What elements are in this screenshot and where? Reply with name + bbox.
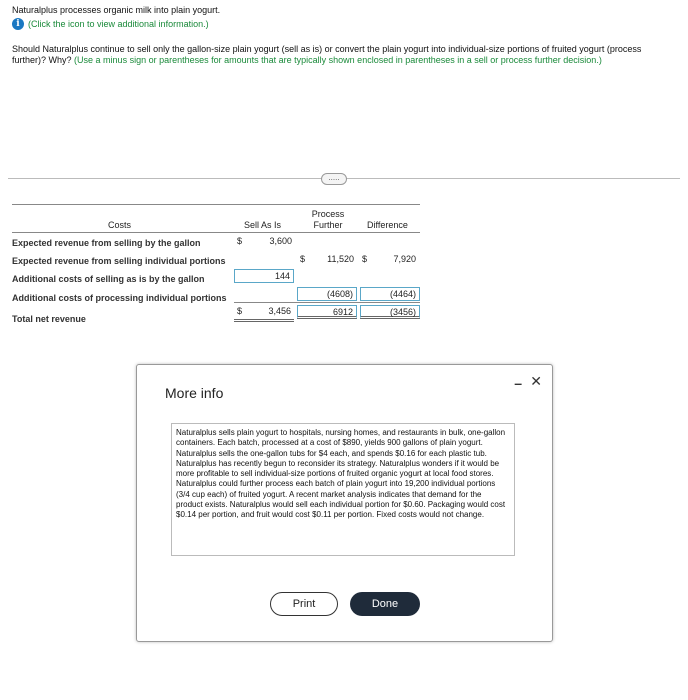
currency-symbol: $ — [300, 254, 306, 264]
diff-total-input[interactable]: (3456) — [360, 305, 420, 319]
row-label-rev-portions: Expected revenue from selling individual portions — [12, 256, 226, 266]
col-header-costs: Costs — [108, 220, 132, 230]
col-header-sell-as-is: Sell As Is — [244, 220, 282, 230]
question-main: Should Naturalplus continue to sell only the gallon-size plain yogurt (sell as is) or convert the plain yogurt into individual-size portions of fruited yogurt (process further)? Why? — [12, 44, 642, 65]
currency-symbol: $ — [237, 236, 243, 246]
row-label-total: Total net revenue — [12, 314, 86, 324]
dialog-body-text: Naturalplus sells plain yogurt to hospitals, nursing homes, and restaurants in bulk, one-gallon containers. Each batch, processed at a cost of $890, yields 900 gallons of plain yogurt. Naturalplus sells the one-gallon tubs for $4 each, and spends $0.16 for each plastic tub. Naturalplus has recently begun to reconsider its strategy. Naturalplus wonders if it would be more profitable to sell individual-size portions of fruited organic yogurt at local food stores. Naturalplus could further process each batch of plain yogurt into 19,200 individual portions (3/4 cup each) of fruited yogurt. A recent market analysis indicates that demand for the product exists. Naturalplus would sell each individual portion for $0.60. Packaging would cost $0.14 per portion, and fruit would cost $0.11 per portion. Fixed costs would not change. — [171, 423, 515, 556]
dialog-title: More info — [165, 385, 224, 401]
col-header-difference: Difference — [367, 220, 408, 230]
row-label-cost-gallon: Additional costs of selling as is by the gallon — [12, 274, 205, 284]
process-total-input[interactable]: 6912 — [297, 305, 357, 319]
minimize-icon[interactable]: – — [514, 375, 522, 391]
process-rev-portions-value: 11,520 — [327, 254, 354, 264]
row-label-cost-portions: Additional costs of processing individual portions — [12, 293, 227, 303]
currency-symbol: $ — [237, 306, 243, 316]
question-text — [12, 44, 672, 66]
question-hint: (Use a minus sign or parentheses for amounts that are typically shown enclosed in parentheses in a sell or process further decision.) — [74, 55, 602, 65]
diff-rev-portions-value: 7,920 — [393, 254, 416, 264]
process-cost-portions-input[interactable]: (4608) — [297, 287, 357, 301]
print-button[interactable]: Print — [270, 592, 338, 616]
sell-cost-gallon-input[interactable]: 144 — [234, 269, 294, 283]
table-header-rule — [12, 232, 420, 233]
done-button[interactable]: Done — [350, 592, 420, 616]
page-title: Naturalplus processes organic milk into plain yogurt. — [12, 5, 221, 15]
currency-symbol: $ — [362, 254, 368, 264]
info-row[interactable] — [12, 18, 209, 30]
table-top-rule — [12, 204, 420, 205]
diff-cost-portions-input[interactable]: (4464) — [360, 287, 420, 301]
col-header-process-further: Process Further — [311, 209, 345, 230]
more-info-dialog — [136, 364, 553, 642]
sell-rev-gallon-value: 3,600 — [269, 236, 292, 246]
expand-button[interactable]: ..... — [321, 173, 347, 185]
sell-total-value: 3,456 — [268, 306, 291, 316]
info-link[interactable]: (Click the icon to view additional information.) — [28, 19, 209, 29]
sell-total-cell — [234, 305, 294, 322]
row-label-rev-gallon: Expected revenue from selling by the gallon — [12, 238, 201, 248]
close-icon[interactable]: ✕ — [530, 373, 542, 389]
info-icon[interactable]: i — [12, 18, 24, 30]
subtotal-rule — [234, 302, 420, 303]
